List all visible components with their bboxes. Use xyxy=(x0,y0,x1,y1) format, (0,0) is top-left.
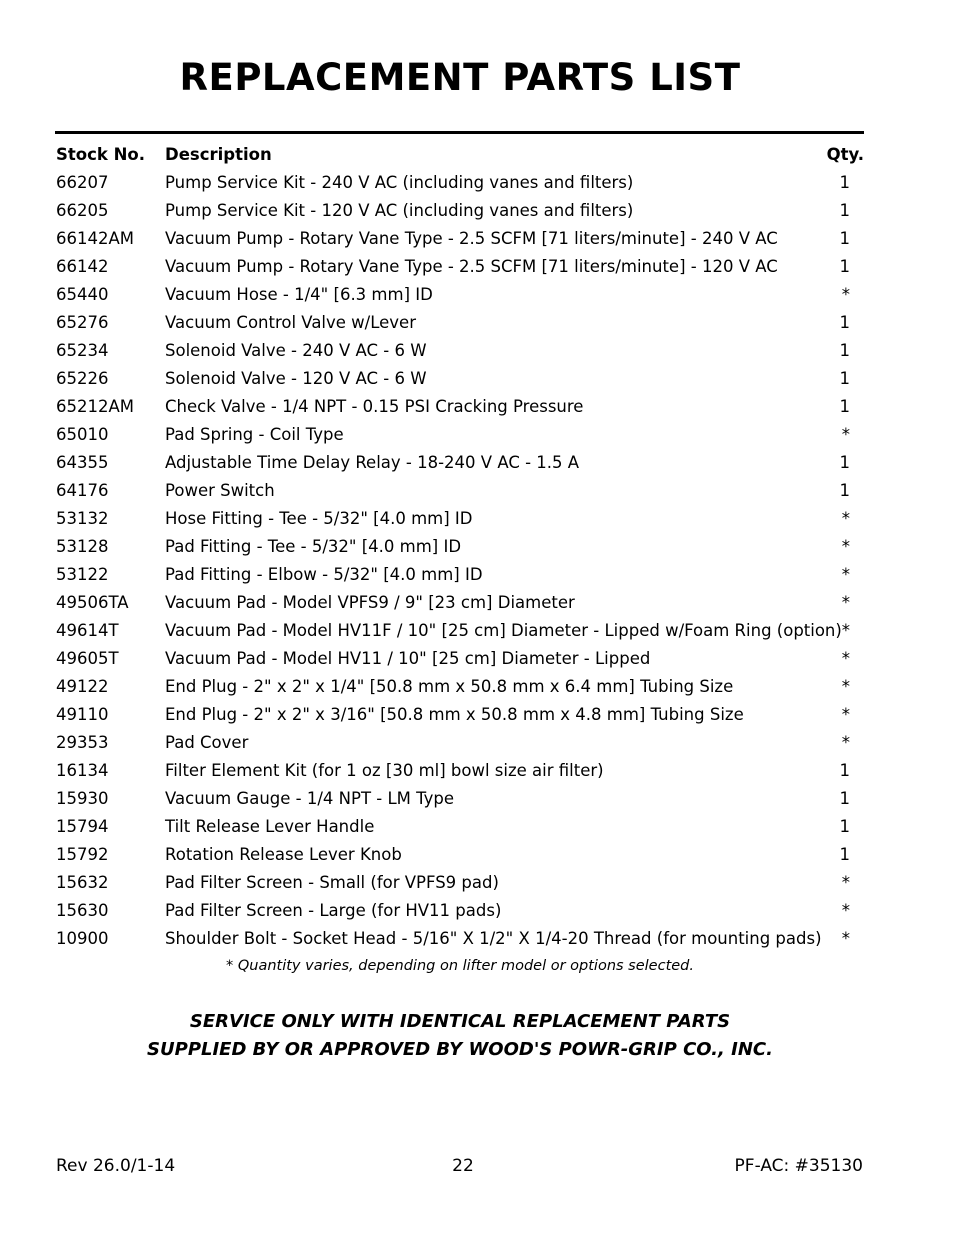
quantity-cell: * xyxy=(841,425,850,444)
table-row xyxy=(55,813,864,841)
table-row xyxy=(55,197,864,225)
description-cell: Check Valve - 1/4 NPT - 0.15 PSI Cracking Pressure xyxy=(165,397,584,416)
stock-number-cell: 49110 xyxy=(56,705,109,724)
quantity-cell: 1 xyxy=(839,369,850,388)
table-row xyxy=(55,589,864,617)
stock-number-cell: 15630 xyxy=(56,901,109,920)
quantity-cell: 1 xyxy=(839,397,850,416)
service-notice-line2: SUPPLIED BY OR APPROVED BY WOOD'S POWR-GRIP CO., INC. xyxy=(147,1039,773,1060)
description-cell: Vacuum Gauge - 1/4 NPT - LM Type xyxy=(165,789,455,808)
description-cell: End Plug - 2" x 2" x 3/16" [50.8 mm x 50.8 mm x 4.8 mm] Tubing Size xyxy=(165,705,744,724)
quantity-cell: * xyxy=(841,929,850,948)
description-cell: Pad Spring - Coil Type xyxy=(165,425,344,444)
description-cell: Filter Element Kit (for 1 oz [30 ml] bowl size air filter) xyxy=(165,761,604,780)
table-row xyxy=(55,729,864,757)
quantity-cell: 1 xyxy=(839,257,850,276)
stock-number-cell: 65010 xyxy=(56,425,109,444)
description-cell: Tilt Release Lever Handle xyxy=(165,817,375,836)
description-cell: Pump Service Kit - 240 V AC (including vanes and filters) xyxy=(165,173,634,192)
stock-number-cell: 65234 xyxy=(56,341,109,360)
header-stock-no: Stock No. xyxy=(56,145,146,164)
table-row xyxy=(55,337,864,365)
table-row xyxy=(55,253,864,281)
stock-number-cell: 49122 xyxy=(56,677,109,696)
stock-number-cell: 53132 xyxy=(56,509,109,528)
quantity-cell: * xyxy=(841,593,850,612)
stock-number-cell: 53122 xyxy=(56,565,109,584)
quantity-cell: * xyxy=(841,677,850,696)
stock-number-cell: 66142AM xyxy=(56,229,135,248)
quantity-cell: 1 xyxy=(839,481,850,500)
description-cell: Vacuum Pad - Model HV11 / 10" [25 cm] Diameter - Lipped xyxy=(165,649,651,668)
quantity-cell: 1 xyxy=(839,229,850,248)
table-row xyxy=(55,393,864,421)
quantity-cell: 1 xyxy=(839,453,850,472)
stock-number-cell: 10900 xyxy=(56,929,109,948)
quantity-cell: * xyxy=(841,733,850,752)
stock-number-cell: 65440 xyxy=(56,285,109,304)
description-cell: Pad Fitting - Elbow - 5/32" [4.0 mm] ID xyxy=(165,565,483,584)
description-cell: Pad Cover xyxy=(165,733,249,752)
table-row xyxy=(55,673,864,701)
description-cell: Pump Service Kit - 120 V AC (including vanes and filters) xyxy=(165,201,634,220)
quantity-cell: * xyxy=(841,901,850,920)
header-qty: Qty. xyxy=(826,145,864,164)
footer-revision: Rev 26.0/1-14 xyxy=(56,1156,176,1176)
description-cell: Power Switch xyxy=(165,481,275,500)
stock-number-cell: 49614T xyxy=(56,621,119,640)
table-body xyxy=(55,169,864,953)
table-row xyxy=(55,281,864,309)
quantity-cell: * xyxy=(841,285,850,304)
quantity-cell: 1 xyxy=(839,341,850,360)
table-row xyxy=(55,421,864,449)
quantity-footnote: * Quantity varies, depending on lifter model or options selected. xyxy=(226,958,694,974)
stock-number-cell: 65226 xyxy=(56,369,109,388)
quantity-cell: * xyxy=(841,565,850,584)
table-row xyxy=(55,505,864,533)
stock-number-cell: 15930 xyxy=(56,789,109,808)
quantity-cell: * xyxy=(841,873,850,892)
description-cell: Vacuum Pump - Rotary Vane Type - 2.5 SCFM [71 liters/minute] - 120 V AC xyxy=(165,257,778,276)
stock-number-cell: 29353 xyxy=(56,733,109,752)
description-cell: Hose Fitting - Tee - 5/32" [4.0 mm] ID xyxy=(165,509,473,528)
description-cell: Pad Fitting - Tee - 5/32" [4.0 mm] ID xyxy=(165,537,462,556)
description-cell: Solenoid Valve - 240 V AC - 6 W xyxy=(165,341,427,360)
stock-number-cell: 64176 xyxy=(56,481,109,500)
stock-number-cell: 53128 xyxy=(56,537,109,556)
stock-number-cell: 16134 xyxy=(56,761,109,780)
stock-number-cell: 66205 xyxy=(56,201,109,220)
quantity-cell: 1 xyxy=(839,313,850,332)
quantity-cell: 1 xyxy=(839,817,850,836)
quantity-cell: * xyxy=(841,649,850,668)
stock-number-cell: 65212AM xyxy=(56,397,135,416)
table-row xyxy=(55,561,864,589)
table-row xyxy=(55,365,864,393)
description-cell: Adjustable Time Delay Relay - 18-240 V AC - 1.5 A xyxy=(165,453,580,472)
description-cell: Vacuum Pump - Rotary Vane Type - 2.5 SCFM [71 liters/minute] - 240 V AC xyxy=(165,229,778,248)
stock-number-cell: 15794 xyxy=(56,817,109,836)
footer-document-id: PF-AC: #35130 xyxy=(734,1156,863,1176)
description-cell: Solenoid Valve - 120 V AC - 6 W xyxy=(165,369,427,388)
description-cell: Pad Filter Screen - Small (for VPFS9 pad) xyxy=(165,873,499,892)
quantity-cell: * xyxy=(841,705,850,724)
stock-number-cell: 66142 xyxy=(56,257,109,276)
stock-number-cell: 65276 xyxy=(56,313,109,332)
header-description: Description xyxy=(165,145,272,164)
description-cell: Rotation Release Lever Knob xyxy=(165,845,402,864)
table-row xyxy=(55,533,864,561)
table-row xyxy=(55,225,864,253)
description-cell: Vacuum Control Valve w/Lever xyxy=(165,313,416,332)
table-row xyxy=(55,841,864,869)
quantity-cell: 1 xyxy=(839,761,850,780)
table-row xyxy=(55,169,864,197)
stock-number-cell: 15632 xyxy=(56,873,109,892)
quantity-cell: 1 xyxy=(839,789,850,808)
table-row xyxy=(55,617,864,645)
stock-number-cell: 49605T xyxy=(56,649,119,668)
quantity-cell: * xyxy=(841,509,850,528)
stock-number-cell: 15792 xyxy=(56,845,109,864)
title-rule xyxy=(55,131,864,134)
table-row xyxy=(55,925,864,953)
table-row xyxy=(55,701,864,729)
parts-table xyxy=(55,141,864,953)
table-row xyxy=(55,449,864,477)
quantity-cell: * xyxy=(841,621,850,640)
quantity-cell: * xyxy=(841,537,850,556)
quantity-cell: 1 xyxy=(839,845,850,864)
page-title: REPLACEMENT PARTS LIST xyxy=(179,56,741,99)
quantity-cell: 1 xyxy=(839,173,850,192)
service-notice-line1: SERVICE ONLY WITH IDENTICAL REPLACEMENT PARTS xyxy=(189,1011,731,1032)
table-row xyxy=(55,869,864,897)
description-cell: Shoulder Bolt - Socket Head - 5/16" X 1/2" X 1/4-20 Thread (for mounting pads) xyxy=(165,929,822,948)
description-cell: Vacuum Pad - Model VPFS9 / 9" [23 cm] Diameter xyxy=(165,593,575,612)
description-cell: Vacuum Hose - 1/4" [6.3 mm] ID xyxy=(165,285,433,304)
description-cell: Vacuum Pad - Model HV11F / 10" [25 cm] Diameter - Lipped w/Foam Ring (option) xyxy=(165,621,842,640)
stock-number-cell: 64355 xyxy=(56,453,109,472)
description-cell: Pad Filter Screen - Large (for HV11 pads) xyxy=(165,901,502,920)
description-cell: End Plug - 2" x 2" x 1/4" [50.8 mm x 50.8 mm x 6.4 mm] Tubing Size xyxy=(165,677,734,696)
stock-number-cell: 49506TA xyxy=(56,593,129,612)
table-row xyxy=(55,785,864,813)
table-row xyxy=(55,757,864,785)
table-row xyxy=(55,477,864,505)
table-row xyxy=(55,645,864,673)
stock-number-cell: 66207 xyxy=(56,173,109,192)
table-row xyxy=(55,309,864,337)
table-row xyxy=(55,897,864,925)
quantity-cell: 1 xyxy=(839,201,850,220)
footer-page-number: 22 xyxy=(452,1156,474,1176)
table-header-row xyxy=(55,141,864,169)
